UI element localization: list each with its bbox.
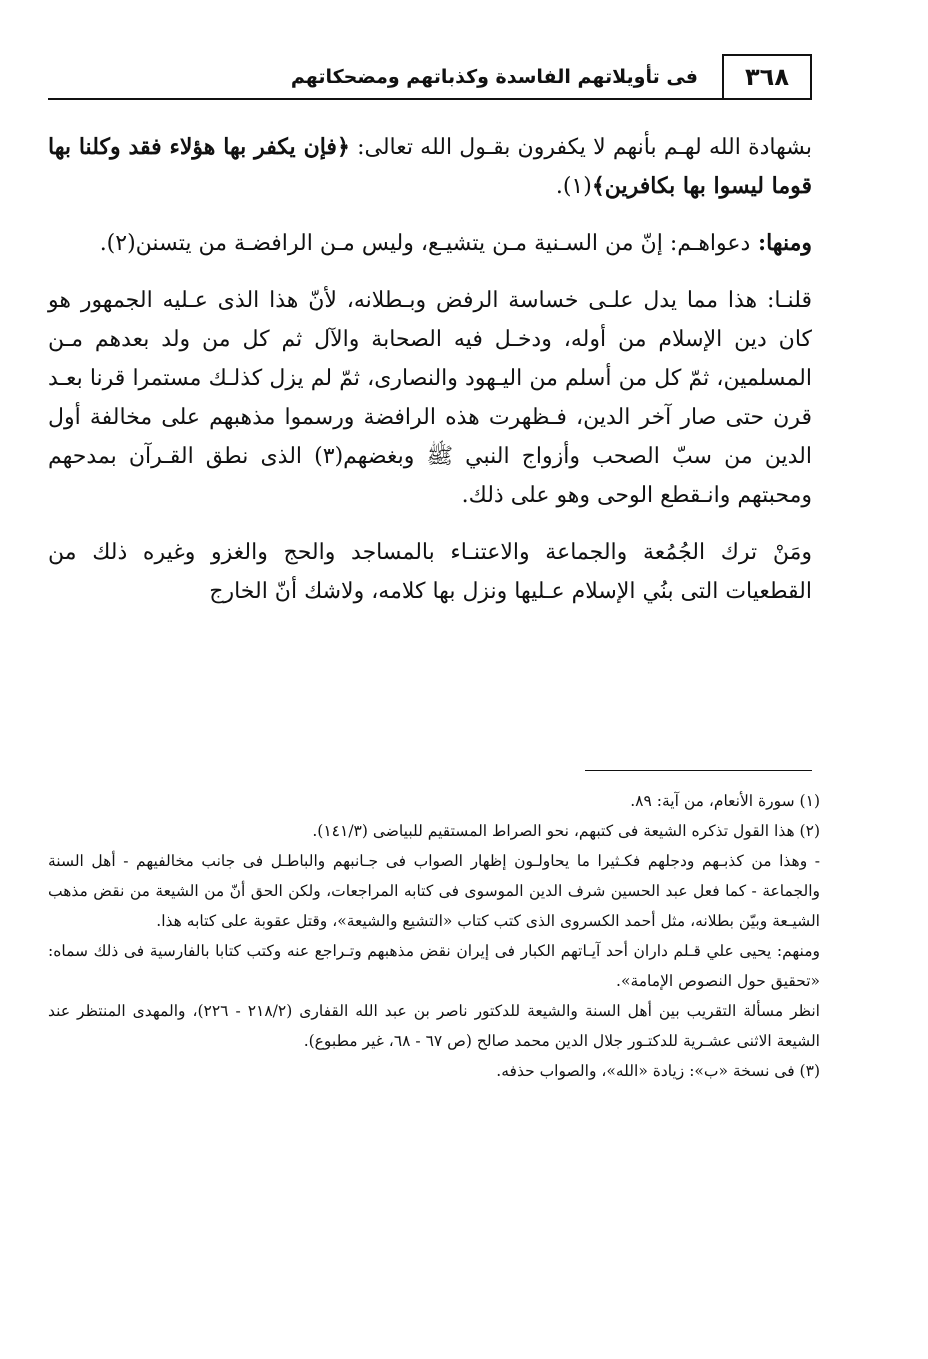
quran-verse: ﴿فإن يكفر بها هؤلاء فقد وكلنا بها قوما ليسوا بها بكافرين﴾ bbox=[48, 134, 812, 199]
page-header bbox=[48, 54, 812, 100]
footnote-2-continuation-2: ومنهم: يحيى علي قـلم داران أحد آيـاتهم الكبار فى إيران نقض مذهبهم وتـراجع عنه وكتب كتابا بالفارسية فى ذلك سماه: «تحقيق حول النصوص الإمامة». bbox=[48, 942, 820, 990]
main-text bbox=[48, 128, 812, 629]
footnotes bbox=[48, 786, 820, 1086]
footnote-separator bbox=[585, 770, 812, 771]
paragraph-4: ومَنْ ترك الجُمُعة والجماعة والاعتنـاء بالمساجد والحج والغزو وغيره ذلك من القطعيات التى بنُي الإسلام عـليها ونزل بها كلامه، ولاشك أنّ الخارج bbox=[48, 540, 812, 604]
paragraph-1 bbox=[48, 128, 812, 206]
paragraph-2-text: دعواهـم: إنّ من السـنية مـن يتشيـع، وليس مـن الرافضـة من يتسنن(٢). bbox=[99, 231, 751, 256]
footnote-2-continuation-1: - وهذا من كذبـهم ودجلهم فكـثيرا ما يحاولـون إظهار الصواب فى جـانبهم والباطـل فى جانب مخالفيهم - أهل السنة والجماعة - كما فعل عبد الحسين شرف الدين الموسوى فى كتابه المراجعات، ولكن الحق أنّ من الشيعة من نقض مذهب الشيـعة وبيّن بطلانه، مثل أحمد الكسروى الذى كتب كتاب «التشيع والشيعة»، وقتل عقوبة على كتابه هذا. bbox=[48, 852, 820, 930]
paragraph-2-lead: ومنها: bbox=[750, 230, 812, 256]
paragraph-3: قلنـا: هذا مما يدل علـى خساسة الرفض وبـطلانه، لأنّ هذا الذى عـليه الجمهور هو كان دين الإسلام من أوله، ودخـل فيه الصحابة والآل ثم كل من ولد بعدهم مـن المسلمين، ثمّ كل من أسلم من اليـهود والنصارى، ثمّ لم يزل كذلـك مستمرا قرنا بعـد قرن حتى صار آخر الدين، فـظهرت هذه الرافضة ورسموا مذهبهم على مخالفة أول الدين من سبّ الصحب وأزواج النبي ﷺ وبغضهم(٣) الذى نطق القـرآن بمدحهم ومحبتهم وانـقطع الوحى وهو على ذلك. bbox=[48, 288, 812, 508]
footnote-3: (٣) فى نسخة «ب»: زيادة «الله»، والصواب حذفه. bbox=[496, 1062, 820, 1080]
running-title: فى تأويلاتهم الفاسدة وكذباتهم ومضحكاتهم bbox=[290, 66, 698, 88]
paragraph-2 bbox=[48, 224, 812, 263]
footnote-1: (١) سورة الأنعام، من آية: ٨٩. bbox=[630, 792, 820, 810]
footnote-2-continuation-3: انظر مسألة التقريب بين أهل السنة والشيعة للدكتور ناصر بن عبد الله القفارى (٢١٨/٢ - ٢٢٦)، والمهدى المنتظر عند الشيعة الاثنى عشـرية للدكتـور جلال الدين محمد صالح (ص ٦٧ - ٦٨، غير مطبوع). bbox=[48, 1002, 820, 1050]
footnote-2: (٢) هذا القول تذكره الشيعة فى كتبهم، نحو الصراط المستقيم للبياضى (١٤١/٣). bbox=[312, 822, 820, 840]
page-number: ٣٦٨ bbox=[722, 54, 812, 98]
footnote-ref-1: (١). bbox=[555, 174, 592, 199]
paragraph-1-text: بشهادة الله لهـم بأنهم لا يكفرون بقـول الله تعالى: bbox=[349, 135, 812, 160]
